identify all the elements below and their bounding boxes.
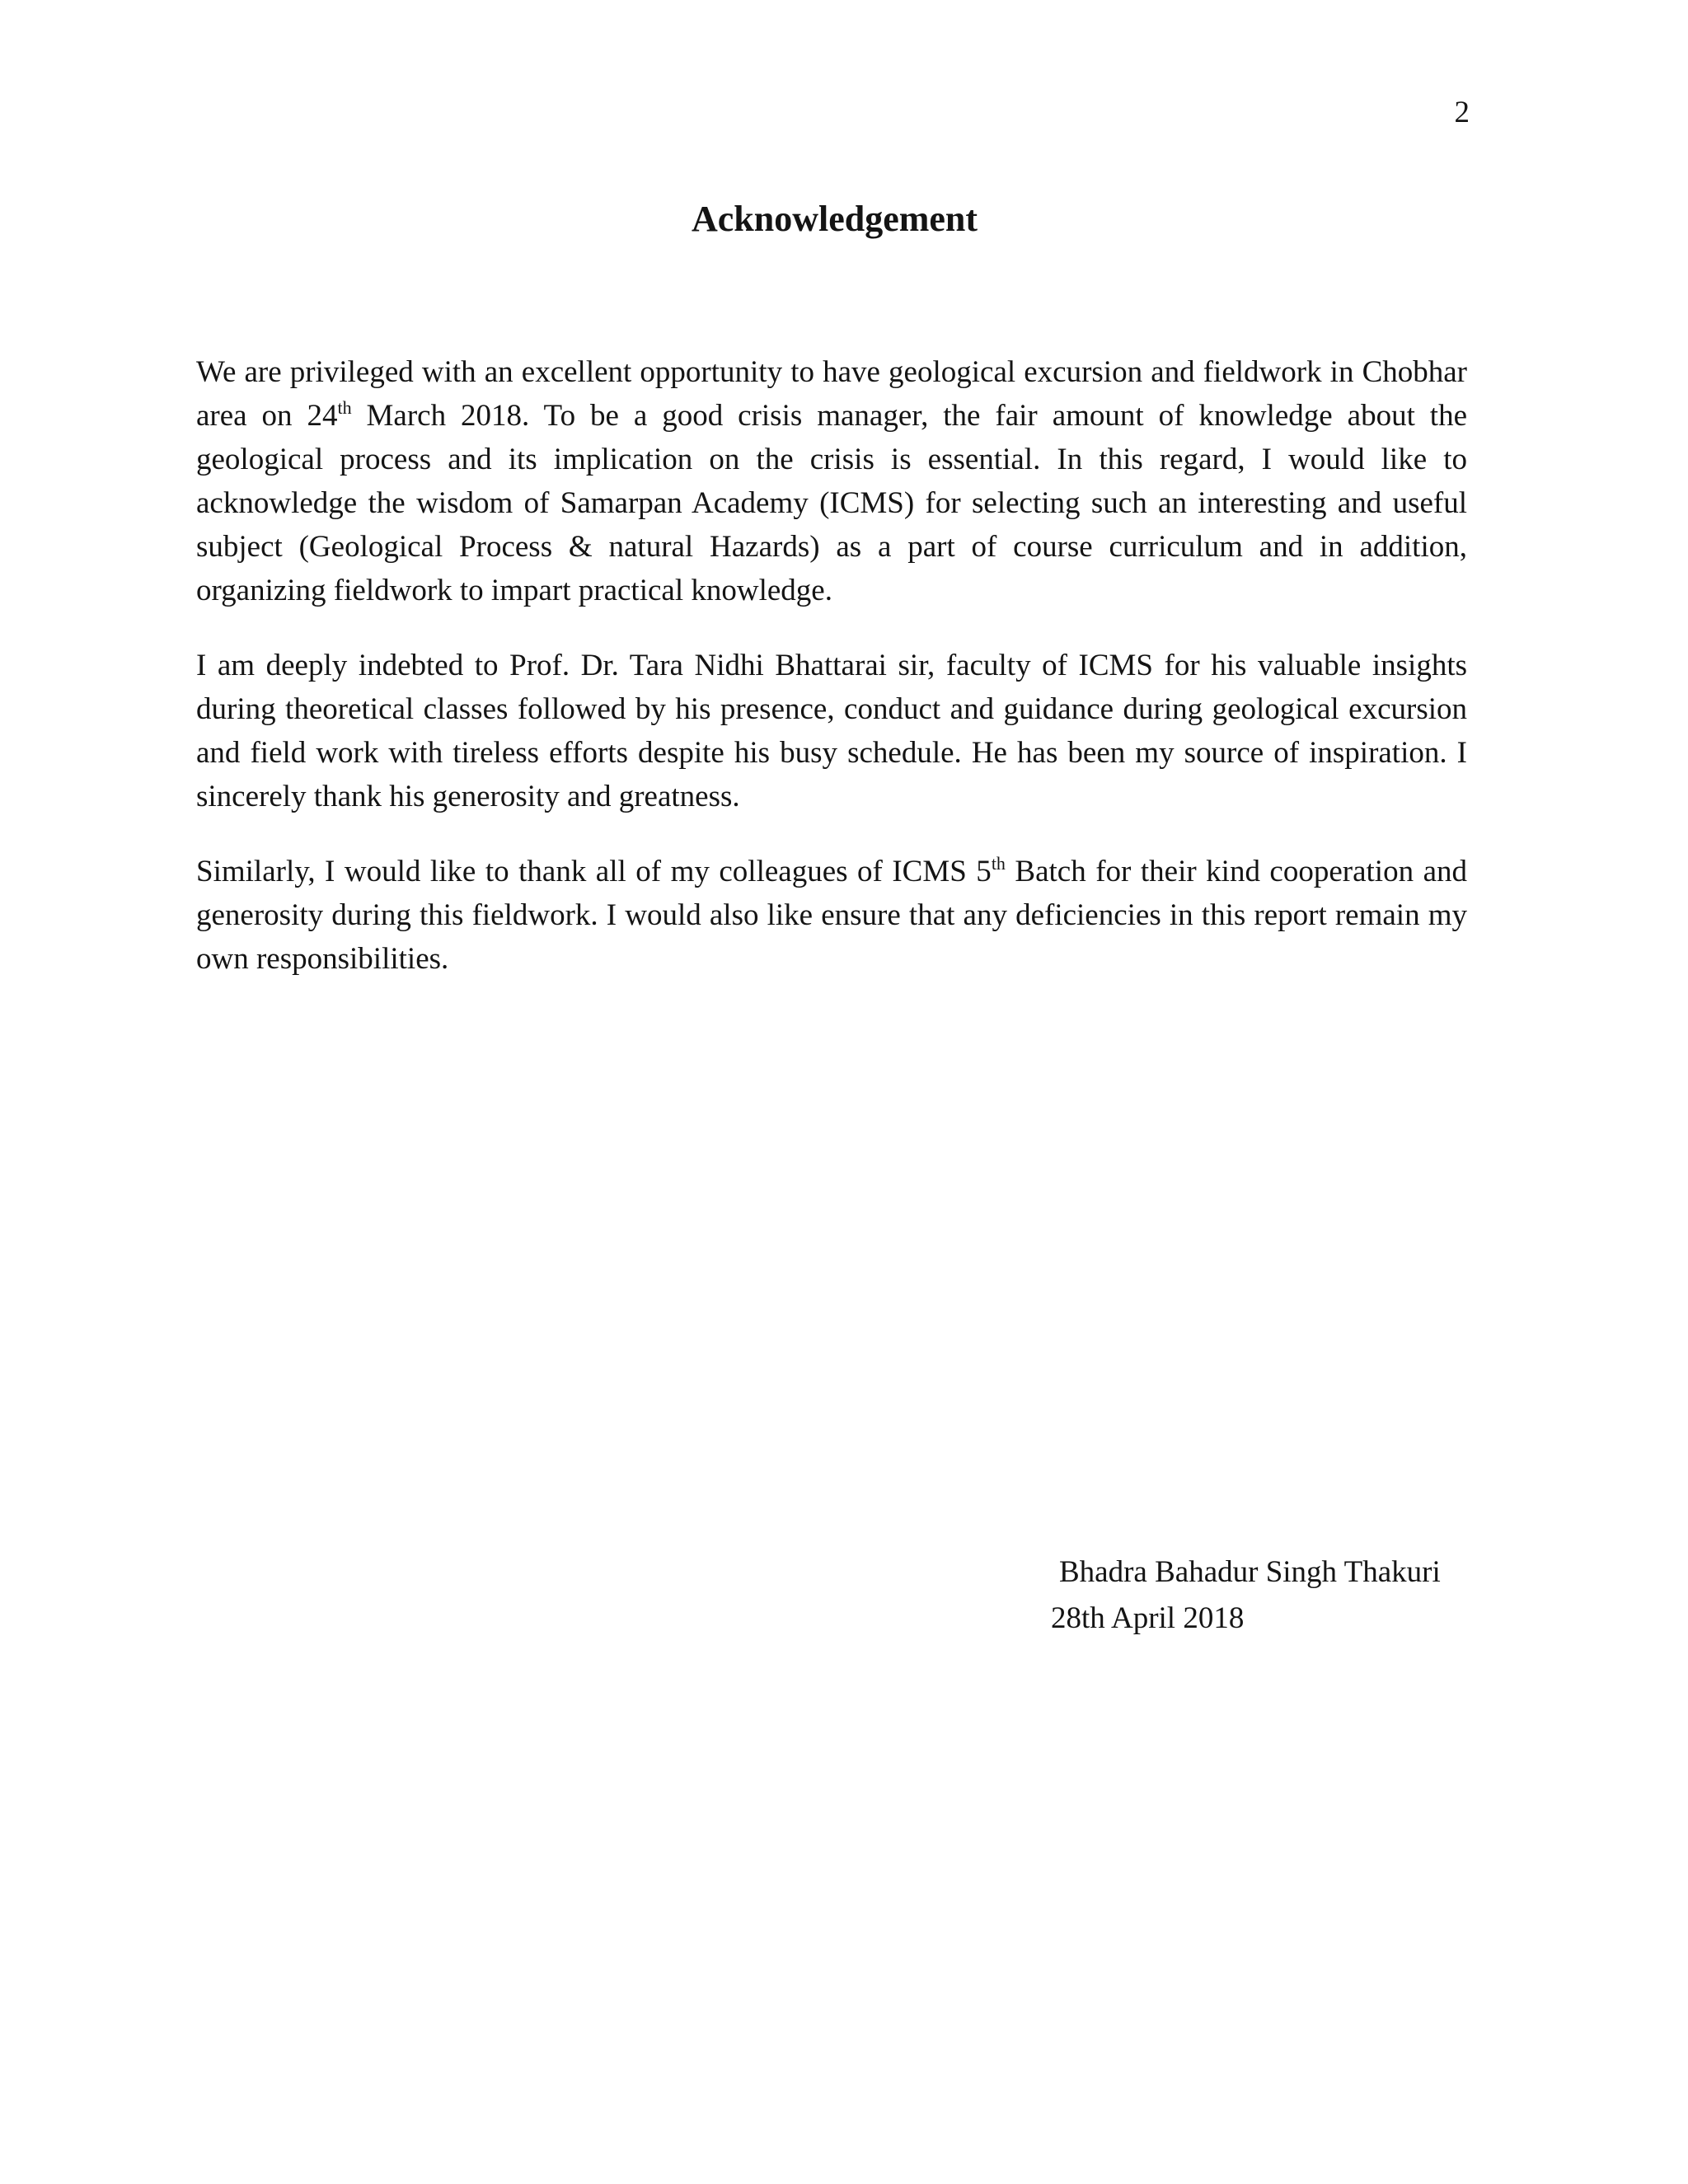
paragraph-3 <box>196 850 1467 981</box>
paragraph-1-superscript: th <box>337 397 352 418</box>
acknowledgement-body <box>196 350 1467 1012</box>
paragraph-1-text-start: We are privileged with an excellent opportunity to have geological excursion and fieldwork in Chobhar area on 24 <box>196 355 1467 433</box>
paragraph-3-superscript: th <box>991 853 1006 874</box>
paragraph-2: I am deeply indebted to Prof. Dr. Tara Nidhi Bhattarai sir, faculty of ICMS for his valuable insights during theoretical classes followed by his presence, conduct and guidance during geological excursion and field work with tireless efforts despite his busy schedule. He has been my source of inspiration. I sincerely thank his generosity and greatness. <box>196 649 1467 813</box>
paragraph-3-text-start: Similarly, I would like to thank all of my colleagues of ICMS 5 <box>196 855 992 888</box>
paragraph-1 <box>196 350 1467 612</box>
signature-date: 28th April 2018 <box>1051 1601 1245 1635</box>
page-number: 2 <box>1454 96 1470 129</box>
paragraph-3-text-end: Batch for their kind cooperation and generosity during this fieldwork. I would also like ensure that any deficiencies in this report remain my own responsibilities. <box>196 855 1467 976</box>
signature-name: Bhadra Bahadur Singh Thakuri <box>1059 1555 1441 1589</box>
signature-block <box>1051 1549 1441 1642</box>
page-title: Acknowledgement <box>691 199 978 239</box>
paragraph-1-text-end: March 2018. To be a good crisis manager, the fair amount of knowledge about the geological process and its implication on the crisis is essential. In this regard, I would like to acknowledge the wisdom of Samarpan Academy (ICMS) for selecting such an interesting and useful subject (Geological Process & natural Hazards) as a part of course curriculum and in addition, organizing fieldwork to impart practical knowledge. <box>196 399 1467 607</box>
